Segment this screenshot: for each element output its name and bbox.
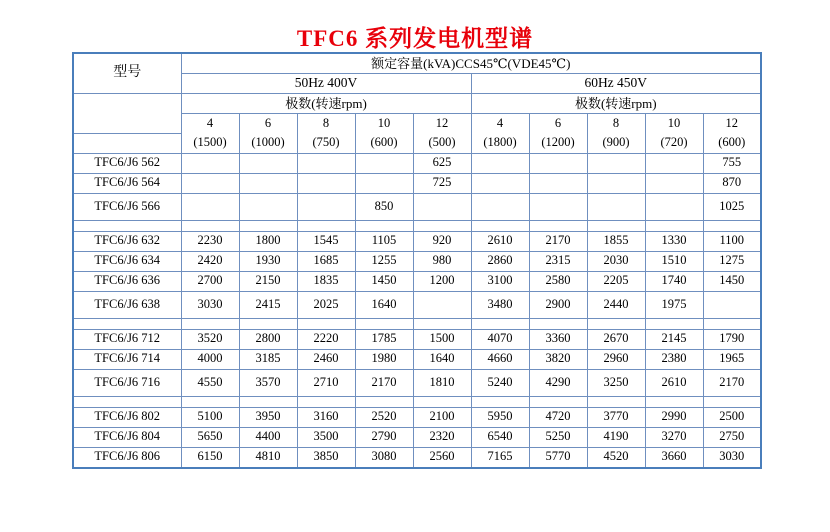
value-cell: [181, 153, 239, 173]
value-cell: 2560: [413, 447, 471, 468]
value-cell: [413, 291, 471, 318]
pole-rpm-50-10: (600): [355, 133, 413, 153]
value-cell: 5240: [471, 369, 529, 396]
value-cell: [587, 193, 645, 220]
value-cell: 3030: [181, 291, 239, 318]
value-cell: 2315: [529, 251, 587, 271]
value-cell: 2900: [529, 291, 587, 318]
pole-number-60-4: 4: [471, 114, 529, 134]
value-cell: 4520: [587, 447, 645, 468]
pole-number-50-10: 10: [355, 114, 413, 134]
spacer-cell: [355, 318, 413, 329]
pole-rpm-60-12: (600): [703, 133, 761, 153]
pole-number-50-4: 4: [181, 114, 239, 134]
model-cell: TFC6/J6 804: [73, 427, 181, 447]
value-cell: 3520: [181, 329, 239, 349]
value-cell: 5100: [181, 407, 239, 427]
value-cell: 1975: [645, 291, 703, 318]
value-cell: 2790: [355, 427, 413, 447]
value-cell: [297, 173, 355, 193]
model-cell: TFC6/J6 564: [73, 173, 181, 193]
value-cell: 3360: [529, 329, 587, 349]
spacer-cell: [471, 318, 529, 329]
table-row: [73, 153, 761, 173]
spacer-cell: [181, 396, 239, 407]
value-cell: 2170: [529, 231, 587, 251]
value-cell: 755: [703, 153, 761, 173]
value-cell: 2150: [239, 271, 297, 291]
value-cell: 1545: [297, 231, 355, 251]
value-cell: 3480: [471, 291, 529, 318]
spacer-cell: [355, 220, 413, 231]
spacer-cell: [587, 220, 645, 231]
value-cell: [645, 153, 703, 173]
value-cell: 4190: [587, 427, 645, 447]
pole-number-60-12: 12: [703, 114, 761, 134]
value-cell: 2700: [181, 271, 239, 291]
table-row: [73, 427, 761, 447]
spacer-cell: [529, 220, 587, 231]
spacer-cell: [181, 318, 239, 329]
value-cell: [587, 153, 645, 173]
value-cell: 7165: [471, 447, 529, 468]
pole-rpm-60-4: (1800): [471, 133, 529, 153]
value-cell: 3500: [297, 427, 355, 447]
value-cell: 5950: [471, 407, 529, 427]
model-header: 型号: [73, 53, 181, 94]
table-row: [73, 369, 761, 396]
poles-header-row: [73, 94, 761, 114]
pole-rpm-60-8: (900): [587, 133, 645, 153]
spacer-cell: [413, 318, 471, 329]
value-cell: 3660: [645, 447, 703, 468]
value-cell: 6540: [471, 427, 529, 447]
model-header-spacer-2: [73, 133, 181, 153]
value-cell: 4720: [529, 407, 587, 427]
value-cell: [587, 173, 645, 193]
value-cell: [703, 291, 761, 318]
value-cell: 980: [413, 251, 471, 271]
value-cell: 1200: [413, 271, 471, 291]
value-cell: [239, 173, 297, 193]
value-cell: 1640: [355, 291, 413, 318]
model-cell: TFC6/J6 562: [73, 153, 181, 173]
generator-spec-table: [72, 52, 762, 469]
model-cell: TFC6/J6 712: [73, 329, 181, 349]
value-cell: 2170: [703, 369, 761, 396]
pole-rpm-60-10: (720): [645, 133, 703, 153]
value-cell: 920: [413, 231, 471, 251]
value-cell: 2750: [703, 427, 761, 447]
table-row: [73, 251, 761, 271]
value-cell: 2860: [471, 251, 529, 271]
table-row: [73, 291, 761, 318]
value-cell: 2580: [529, 271, 587, 291]
value-cell: 3850: [297, 447, 355, 468]
value-cell: 1800: [239, 231, 297, 251]
table-row: [73, 447, 761, 468]
value-cell: 1100: [703, 231, 761, 251]
spacer-cell: [73, 318, 181, 329]
spacer-cell: [181, 220, 239, 231]
pole-number-50-8: 8: [297, 114, 355, 134]
value-cell: 2025: [297, 291, 355, 318]
spacer-cell: [703, 220, 761, 231]
spacer-cell: [239, 220, 297, 231]
spacer-cell: [529, 396, 587, 407]
value-cell: 3080: [355, 447, 413, 468]
value-cell: 3160: [297, 407, 355, 427]
spacer-cell: [471, 220, 529, 231]
value-cell: 1450: [703, 271, 761, 291]
value-cell: 2230: [181, 231, 239, 251]
value-cell: 2710: [297, 369, 355, 396]
spacer-cell: [239, 396, 297, 407]
model-cell: TFC6/J6 806: [73, 447, 181, 468]
value-cell: 4550: [181, 369, 239, 396]
value-cell: 3185: [239, 349, 297, 369]
value-cell: 1810: [413, 369, 471, 396]
spacer-cell: [587, 318, 645, 329]
value-cell: 3950: [239, 407, 297, 427]
value-cell: 850: [355, 193, 413, 220]
table-row: [73, 231, 761, 251]
block-spacer-row: [73, 318, 761, 329]
model-cell: TFC6/J6 566: [73, 193, 181, 220]
value-cell: 1685: [297, 251, 355, 271]
spacer-cell: [73, 220, 181, 231]
pole-rpm-50-8: (750): [297, 133, 355, 153]
pole-number-50-6: 6: [239, 114, 297, 134]
value-cell: 1965: [703, 349, 761, 369]
value-cell: 4290: [529, 369, 587, 396]
value-cell: 1835: [297, 271, 355, 291]
value-cell: 2100: [413, 407, 471, 427]
spacer-cell: [703, 396, 761, 407]
value-cell: [471, 153, 529, 173]
value-cell: [471, 173, 529, 193]
value-cell: 2440: [587, 291, 645, 318]
table-row: [73, 271, 761, 291]
value-cell: 2205: [587, 271, 645, 291]
model-cell: TFC6/J6 634: [73, 251, 181, 271]
value-cell: 1275: [703, 251, 761, 271]
value-cell: 2415: [239, 291, 297, 318]
value-cell: 2460: [297, 349, 355, 369]
pole-rpm-50-4: (1500): [181, 133, 239, 153]
model-cell: TFC6/J6 802: [73, 407, 181, 427]
value-cell: [239, 153, 297, 173]
value-cell: 4660: [471, 349, 529, 369]
page-title: TFC6 系列发电机型谱: [296, 26, 534, 51]
spacer-cell: [297, 318, 355, 329]
spec-table-container: [72, 52, 760, 469]
spacer-cell: [297, 220, 355, 231]
value-cell: 2220: [297, 329, 355, 349]
value-cell: 1930: [239, 251, 297, 271]
spacer-cell: [413, 220, 471, 231]
value-cell: 4070: [471, 329, 529, 349]
value-cell: 2960: [587, 349, 645, 369]
value-cell: [181, 193, 239, 220]
model-cell: TFC6/J6 716: [73, 369, 181, 396]
table-row: [73, 173, 761, 193]
value-cell: 1855: [587, 231, 645, 251]
value-cell: 1330: [645, 231, 703, 251]
frequency-header-50hz: 50Hz 400V: [181, 74, 471, 94]
capacity-header-row: [73, 53, 761, 74]
value-cell: 1450: [355, 271, 413, 291]
value-cell: 2520: [355, 407, 413, 427]
block-spacer-row: [73, 396, 761, 407]
value-cell: 2500: [703, 407, 761, 427]
value-cell: [355, 173, 413, 193]
value-cell: 1025: [703, 193, 761, 220]
value-cell: [529, 153, 587, 173]
value-cell: 1500: [413, 329, 471, 349]
spacer-cell: [355, 396, 413, 407]
value-cell: 1510: [645, 251, 703, 271]
value-cell: 5250: [529, 427, 587, 447]
value-cell: 3270: [645, 427, 703, 447]
value-cell: 3570: [239, 369, 297, 396]
poles-header-60hz: 极数(转速rpm): [471, 94, 761, 114]
value-cell: 2145: [645, 329, 703, 349]
spacer-cell: [239, 318, 297, 329]
spacer-cell: [413, 396, 471, 407]
value-cell: 6150: [181, 447, 239, 468]
pole-rpm-50-6: (1000): [239, 133, 297, 153]
poles-header-50hz: 极数(转速rpm): [181, 94, 471, 114]
value-cell: 1785: [355, 329, 413, 349]
value-cell: 625: [413, 153, 471, 173]
value-cell: [297, 193, 355, 220]
spacer-cell: [645, 220, 703, 231]
table-row: [73, 407, 761, 427]
spacer-cell: [297, 396, 355, 407]
spacer-cell: [529, 318, 587, 329]
pole-number-50-12: 12: [413, 114, 471, 134]
pole-rpm-60-6: (1200): [529, 133, 587, 153]
model-header-spacer: [73, 94, 181, 134]
spacer-cell: [645, 396, 703, 407]
value-cell: [239, 193, 297, 220]
pole-number-60-6: 6: [529, 114, 587, 134]
value-cell: 4400: [239, 427, 297, 447]
spacer-cell: [587, 396, 645, 407]
value-cell: 2610: [645, 369, 703, 396]
frequency-header-60hz: 60Hz 450V: [471, 74, 761, 94]
value-cell: 2030: [587, 251, 645, 271]
spacer-cell: [703, 318, 761, 329]
value-cell: 2420: [181, 251, 239, 271]
value-cell: 2170: [355, 369, 413, 396]
value-cell: 1740: [645, 271, 703, 291]
value-cell: 1640: [413, 349, 471, 369]
value-cell: 2610: [471, 231, 529, 251]
value-cell: 2800: [239, 329, 297, 349]
model-cell: TFC6/J6 636: [73, 271, 181, 291]
value-cell: [471, 193, 529, 220]
value-cell: 3250: [587, 369, 645, 396]
value-cell: 5770: [529, 447, 587, 468]
value-cell: [529, 173, 587, 193]
value-cell: 2990: [645, 407, 703, 427]
value-cell: 1255: [355, 251, 413, 271]
value-cell: 4810: [239, 447, 297, 468]
value-cell: 3100: [471, 271, 529, 291]
value-cell: [529, 193, 587, 220]
value-cell: 3820: [529, 349, 587, 369]
spacer-cell: [471, 396, 529, 407]
value-cell: 1790: [703, 329, 761, 349]
model-cell: TFC6/J6 714: [73, 349, 181, 369]
model-cell: TFC6/J6 632: [73, 231, 181, 251]
value-cell: [645, 173, 703, 193]
table-row: [73, 349, 761, 369]
value-cell: 4000: [181, 349, 239, 369]
spacer-cell: [645, 318, 703, 329]
value-cell: [355, 153, 413, 173]
spacer-cell: [73, 396, 181, 407]
value-cell: 2380: [645, 349, 703, 369]
pole-rpm-50-12: (500): [413, 133, 471, 153]
value-cell: 1105: [355, 231, 413, 251]
value-cell: [181, 173, 239, 193]
value-cell: 5650: [181, 427, 239, 447]
value-cell: [645, 193, 703, 220]
value-cell: [297, 153, 355, 173]
model-cell: TFC6/J6 638: [73, 291, 181, 318]
table-row: [73, 329, 761, 349]
pole-number-60-10: 10: [645, 114, 703, 134]
value-cell: 2670: [587, 329, 645, 349]
table-row: [73, 193, 761, 220]
value-cell: 1980: [355, 349, 413, 369]
value-cell: 870: [703, 173, 761, 193]
value-cell: 725: [413, 173, 471, 193]
capacity-header: 额定容量(kVA)CCS45℃(VDE45℃): [181, 53, 761, 74]
value-cell: 3770: [587, 407, 645, 427]
value-cell: 3030: [703, 447, 761, 468]
pole-number-60-8: 8: [587, 114, 645, 134]
pole-rpm-row: [73, 133, 761, 153]
value-cell: 2320: [413, 427, 471, 447]
block-spacer-row: [73, 220, 761, 231]
value-cell: [413, 193, 471, 220]
